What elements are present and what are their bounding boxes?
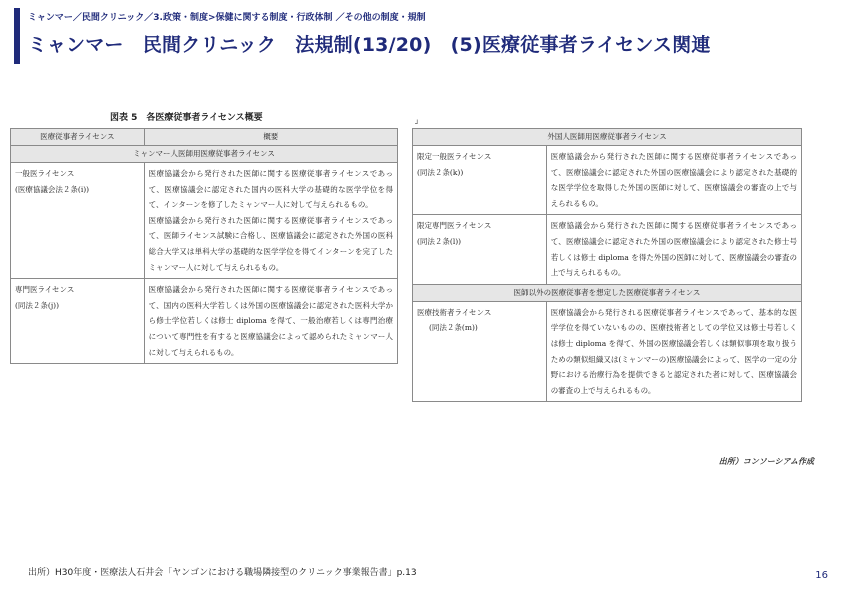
license-ref: (同法２条(m)): [429, 323, 478, 333]
table-row: [11, 163, 398, 279]
section-row: [413, 129, 802, 146]
section-row: [413, 284, 802, 301]
license-desc: 医療協議会から発行された医師に関する医療従事者ライセンスであって、医師ライセンス試験に合格し、医療協議会に認定された外国の医科総合大学又は単科大学の基礎的な医学学位を得てインターンを完了したミャンマー人に対して与えられるもの。: [148, 215, 393, 272]
license-table-left: [10, 128, 398, 364]
license-name-cell: [11, 279, 145, 364]
license-name-cell: [413, 146, 547, 215]
license-name-cell: [413, 301, 547, 402]
license-name: 一般医ライセンス: [15, 169, 75, 178]
page-title: ミャンマー 民間クリニック 法規制(13/20) (5)医療従事者ライセンス関連: [28, 34, 711, 56]
figure-title: 図表 5 各医療従事者ライセンス概要: [110, 113, 263, 123]
table-header-row: [11, 129, 398, 146]
section-non-doctor: 医師以外の医療従事者を想定した医療従事者ライセンス: [413, 284, 802, 301]
section-foreign-doctor: 外国人医師用医療従事者ライセンス: [413, 129, 802, 146]
breadcrumb: ミャンマー／民間クリニック／3.政策・制度>保健に関する制度・行政体制 ／その他の制度・規制: [28, 13, 426, 23]
license-name-cell: [413, 215, 547, 284]
section-row: [11, 146, 398, 163]
license-desc: 医療協議会から発行された医師に関する医療従事者ライセンスであって、医療協議会に認定された外国の医療協議会により認定された基礎的な医学学位を取得した外国の医師に対して、医療協議会の審査の上で与えられるもの。: [550, 152, 797, 208]
license-name: 医療技術者ライセンス: [417, 307, 492, 317]
table-row: [413, 301, 802, 402]
license-ref: (医療協議会法２条(i)): [15, 184, 90, 194]
license-desc-cell: [144, 163, 397, 279]
section-myanmar-doctor: ミャンマー人医師用医療従事者ライセンス: [11, 146, 398, 163]
license-desc: 医療協議会から発行された医師に関する医療従事者ライセンスであって、医療協議会に認定された国内の医科大学の基礎的な医学学位を得て、インターンを修了したミャンマー人に対して与えられるもの。: [148, 169, 393, 210]
license-ref: (同法２条(l)): [417, 236, 462, 246]
license-desc: 医療協議会から発行される医療従事者ライセンスであって、基本的な医学学位を得ていないものの、医療技術者としての学位又は修士号若しくは修士 diploma を得て、外国の医療協議会若しくは類似事項を取り扱うための類似組織又は(ミャンマーの)医療協議会によって、医学の一定の分野における治療行為を提供できると認定された者に対して、医療協議会の審査の上で与えられるもの。: [550, 307, 797, 395]
corner-mark: ┘: [415, 120, 420, 128]
license-desc: 医療協議会から発行された医師に関する医療従事者ライセンスであって、医療協議会に認定された外国の医療協議会により認定された修士号若しくは修士 diploma を得た外国の医師に対して、医療協議会の審査の上で与えられるもの。: [550, 221, 797, 278]
license-name: 限定一般医ライセンス: [417, 152, 492, 161]
page-number: 16: [815, 570, 828, 581]
license-desc: 医療協議会から発行された医師に関する医療従事者ライセンスであって、国内の医科大学若しくは外国の医療協議会に認定された医科大学から修士学位若しくは修士 diploma を得て、一般治療若しくは専門治療について専門性を有すると医療協議会によって認められたミャンマー人に対して与えられるもの。: [148, 285, 393, 357]
license-name: 専門医ライセンス: [15, 285, 75, 295]
license-name-cell: [11, 163, 145, 279]
license-table-right: [412, 128, 802, 402]
table-row: [11, 279, 398, 364]
license-desc-cell: [546, 215, 801, 284]
consortium-source-note: 出所）コンソーシアム作成: [718, 457, 814, 466]
table-row: [413, 215, 802, 284]
license-ref: (同法２条(k)): [417, 167, 464, 177]
license-desc-cell: [144, 279, 397, 364]
header-summary: 概要: [144, 129, 397, 146]
header-license: 医療従事者ライセンス: [11, 129, 145, 146]
license-desc-cell: [546, 301, 801, 402]
footer-source: 出所）H30年度・医療法人石井会「ヤンゴンにおける職場隣接型のクリニック事業報告書」p.13: [28, 568, 417, 578]
license-name: 限定専門医ライセンス: [417, 221, 492, 231]
license-ref: (同法２条(j)): [15, 300, 60, 310]
title-accent-bar: [14, 8, 20, 64]
license-desc-cell: [546, 146, 801, 215]
table-row: [413, 146, 802, 215]
